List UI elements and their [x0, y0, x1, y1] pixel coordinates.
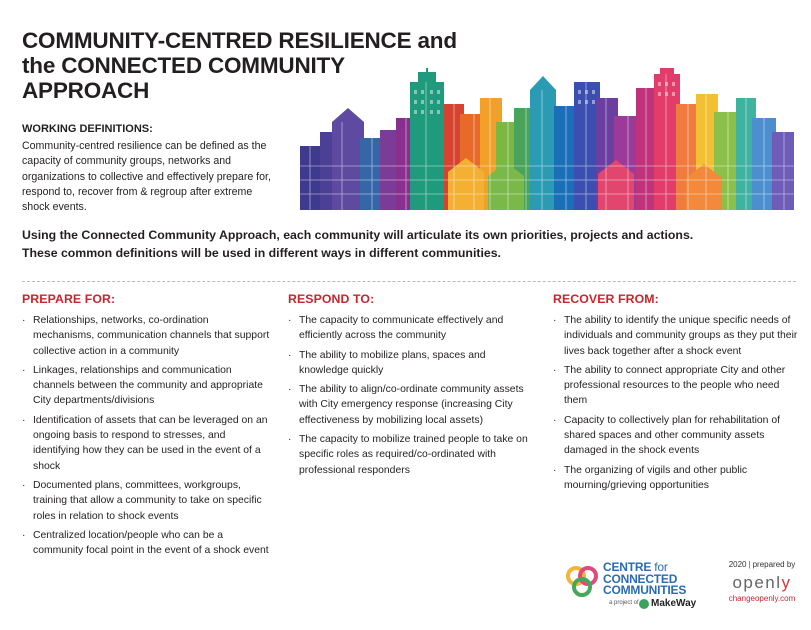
column-heading-recover: RECOVER FROM:	[553, 292, 659, 306]
list-item-text: The ability to mobilize plans, spaces and knowledge quickly	[299, 349, 486, 376]
prepared-by-label: prepared by	[752, 560, 796, 569]
column-heading-prepare: PREPARE FOR:	[22, 292, 116, 306]
list-item	[288, 382, 528, 428]
bullet-marker: ·	[22, 529, 26, 541]
title-line-3: APPROACH	[22, 78, 150, 103]
list-item-text: The ability to connect appropriate City and other professional resources to the people who need them	[564, 364, 786, 407]
prepare-list	[22, 313, 272, 558]
column-heading-respond: RESPOND TO:	[288, 292, 375, 306]
intro-line-1: Using the Connected Community Approach, each community will articulate its own priorities, projects and actions.	[22, 228, 694, 242]
project-of-label: a project of	[609, 600, 639, 606]
bullet-marker: ·	[288, 384, 292, 396]
bullet-marker: ·	[553, 464, 557, 476]
list-item-text: Identification of assets that can be leveraged on an ongoing basis to respond to stresses, and identifying how they can be used in the event of a shock	[33, 414, 268, 472]
list-item-text: Capacity to collectively plan for rehabilitation of shared spaces and other community assets damaged in the shock events	[564, 414, 781, 457]
intro-line-2: These common definitions will be used in different ways in different communities.	[22, 245, 501, 260]
prepared-by-line	[724, 560, 800, 569]
ccc-word-connected: CONNECTED	[603, 571, 678, 586]
prepared-by-block	[724, 560, 800, 603]
list-item	[288, 432, 528, 478]
bullet-marker: ·	[553, 414, 557, 426]
column-prepare	[22, 292, 272, 562]
list-item	[22, 313, 272, 359]
centre-for-connected-communities-logo	[565, 560, 715, 616]
list-item	[553, 413, 798, 459]
city-skyline-illustration	[298, 68, 796, 210]
openly-wordmark-y: y	[781, 573, 792, 592]
column-respond	[288, 292, 528, 482]
ccc-rings-icon	[565, 564, 601, 600]
definitions-text: Community-centred resilience can be defined as the capacity of community groups, networks and organizations to collective and effectively prepare for, respond to, recover from & regroup after extreme shock events.	[22, 140, 271, 214]
bullet-marker: ·	[22, 479, 26, 491]
list-item-text: Documented plans, committees, workgroups, training that allow a community to take on specific roles in relation to shock events	[33, 479, 262, 522]
list-item	[288, 348, 528, 379]
list-item-text: The capacity to mobilize trained people to take on specific roles as required/co-ordinated with professional responders	[299, 434, 528, 476]
bullet-marker: ·	[553, 364, 557, 376]
prepared-year: 2020	[728, 560, 747, 569]
bullet-marker: ·	[288, 349, 292, 361]
makeway-wordmark: MakeWay	[651, 598, 697, 609]
ccc-word-centre: CENTRE	[603, 560, 652, 574]
list-item-text: Relationships, networks, co-ordination mechanisms, communication channels that support collective action in a community	[33, 315, 270, 357]
openly-logo	[724, 573, 800, 593]
makeway-logo	[639, 598, 696, 609]
list-item-text: Centralized location/people who can be a community focal point in the event of a shock event	[33, 529, 269, 557]
bullet-marker: ·	[553, 315, 557, 326]
list-item	[22, 528, 272, 559]
section-divider	[22, 281, 796, 282]
list-item	[553, 363, 798, 409]
bullet-marker: ·	[22, 315, 26, 326]
ccc-word-for: for	[654, 560, 668, 574]
list-item-text: The capacity to communicate effectively and efficiently across the community	[299, 315, 504, 342]
bullet-marker: ·	[22, 414, 26, 426]
list-item	[553, 463, 798, 494]
list-item-text: The ability to align/co-ordinate community assets with City emergency response (increasing City effectiveness by mobilizing local assets)	[299, 384, 524, 426]
openly-website-link[interactable]: changeopenly.com	[728, 594, 796, 603]
column-recover	[553, 292, 798, 497]
prepared-separator: |	[748, 560, 751, 569]
bullet-marker: ·	[288, 315, 292, 326]
list-item-text: The ability to identify the unique specific needs of individuals and community groups as they put their lives back together after a shock event	[564, 315, 798, 357]
title-line-1: COMMUNITY-CENTRED RESILIENCE and	[22, 28, 457, 53]
ccc-wordmark	[603, 562, 713, 597]
title-line-2: the CONNECTED COMMUNITY	[22, 53, 345, 78]
bullet-marker: ·	[22, 364, 26, 376]
openly-wordmark: openl	[732, 573, 782, 592]
list-item	[22, 413, 272, 474]
intro-statement	[22, 227, 802, 262]
list-item	[22, 363, 272, 409]
definitions-heading: WORKING DEFINITIONS:	[22, 123, 153, 135]
list-item	[553, 313, 798, 359]
list-item	[288, 313, 528, 344]
respond-list	[288, 313, 528, 478]
list-item	[22, 478, 272, 524]
recover-list	[553, 313, 798, 493]
list-item-text: Linkages, relationships and communication channels between the community and appropriate City departments/divisions	[33, 364, 263, 407]
list-item-text: The organizing of vigils and other public mourning/grieving opportunities	[564, 464, 748, 491]
makeway-icon	[639, 599, 649, 609]
bullet-marker: ·	[288, 434, 292, 446]
ccc-word-communities: COMMUNITIES	[603, 583, 687, 597]
